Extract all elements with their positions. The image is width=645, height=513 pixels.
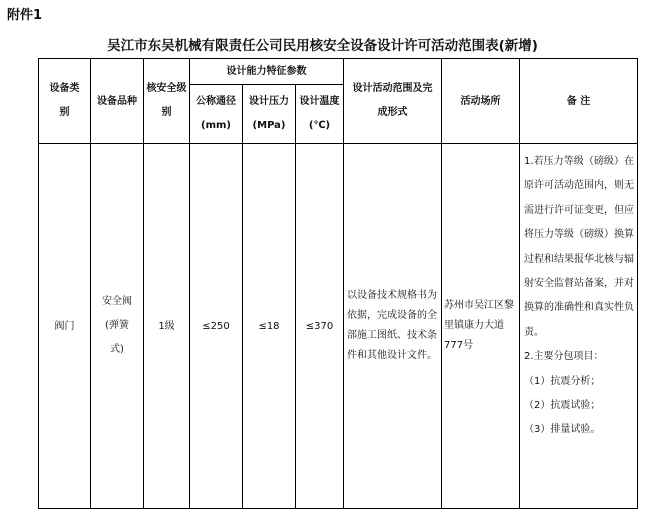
header-safety-class-line2: 别 bbox=[161, 107, 172, 118]
document-title: 吴江市东吴机械有限责任公司民用核安全设备设计许可活动范围表(新增) bbox=[107, 38, 538, 54]
header-variety: 设备品种 bbox=[91, 59, 144, 144]
header-params-group: 设计能力特征参数 bbox=[190, 59, 344, 85]
cell-nominal-diameter: ≤250 bbox=[190, 144, 243, 509]
header-remarks: 备 注 bbox=[520, 59, 638, 144]
header-design-temperature bbox=[296, 85, 344, 144]
cell-variety-line3: 式) bbox=[110, 344, 124, 355]
header-safety-class-line1: 核安全级 bbox=[146, 83, 187, 94]
header-scope-form-line1: 设计活动范围及完 bbox=[352, 83, 433, 94]
cell-design-pressure: ≤18 bbox=[243, 144, 296, 509]
cell-design-temperature: ≤370 bbox=[296, 144, 344, 509]
header-design-pressure-label: 设计压力 bbox=[249, 96, 289, 107]
cell-site: 苏州市吴江区黎里镇康力大道777号 bbox=[442, 144, 520, 509]
header-safety-class bbox=[144, 59, 190, 144]
cell-variety-line1: 安全阀 bbox=[102, 296, 132, 307]
remark-note-2-title: 2.主要分包项目： bbox=[524, 351, 604, 363]
cell-variety bbox=[91, 144, 144, 509]
header-nominal-diameter-label: 公称通径 bbox=[196, 96, 236, 107]
remark-subcontract-1: （1）抗震分析； bbox=[524, 375, 601, 387]
cell-category: 阀门 bbox=[39, 144, 91, 509]
header-category-line2: 别 bbox=[59, 107, 70, 118]
header-nominal-diameter bbox=[190, 85, 243, 144]
remark-note-1: 1.若压力等级（磅级）在原许可活动范围内，则无需进行许可证变更，但应将压力等级（磅级）换算过程和结果报华北核与辐射安全监督站备案，并对换算的准确性和真实性负责。 bbox=[524, 156, 634, 338]
header-nominal-diameter-unit: (mm) bbox=[201, 120, 231, 131]
remark-subcontract-2: （2）抗震试验； bbox=[524, 400, 601, 412]
header-design-pressure-unit: (MPa) bbox=[252, 120, 286, 131]
header-scope-form bbox=[344, 59, 442, 144]
header-category-line1: 设备类 bbox=[49, 83, 80, 94]
header-category bbox=[39, 59, 91, 144]
header-design-temperature-unit: (℃) bbox=[308, 120, 331, 131]
remark-subcontract-3: （3）排量试验。 bbox=[524, 424, 601, 436]
cell-variety-line2: (弹簧 bbox=[105, 320, 129, 331]
attachment-label: 附件1 bbox=[7, 8, 43, 23]
cell-scope-form: 以设备技术规格书为依据，完成设备的全部施工图纸、技术条件和其他设计文件。 bbox=[344, 144, 442, 509]
cell-safety-class: 1级 bbox=[144, 144, 190, 509]
header-design-temperature-label: 设计温度 bbox=[299, 96, 340, 107]
header-site: 活动场所 bbox=[442, 59, 520, 144]
scope-table bbox=[38, 58, 638, 509]
header-scope-form-line2: 成形式 bbox=[377, 107, 408, 118]
cell-remarks bbox=[520, 144, 638, 509]
header-design-pressure bbox=[243, 85, 296, 144]
